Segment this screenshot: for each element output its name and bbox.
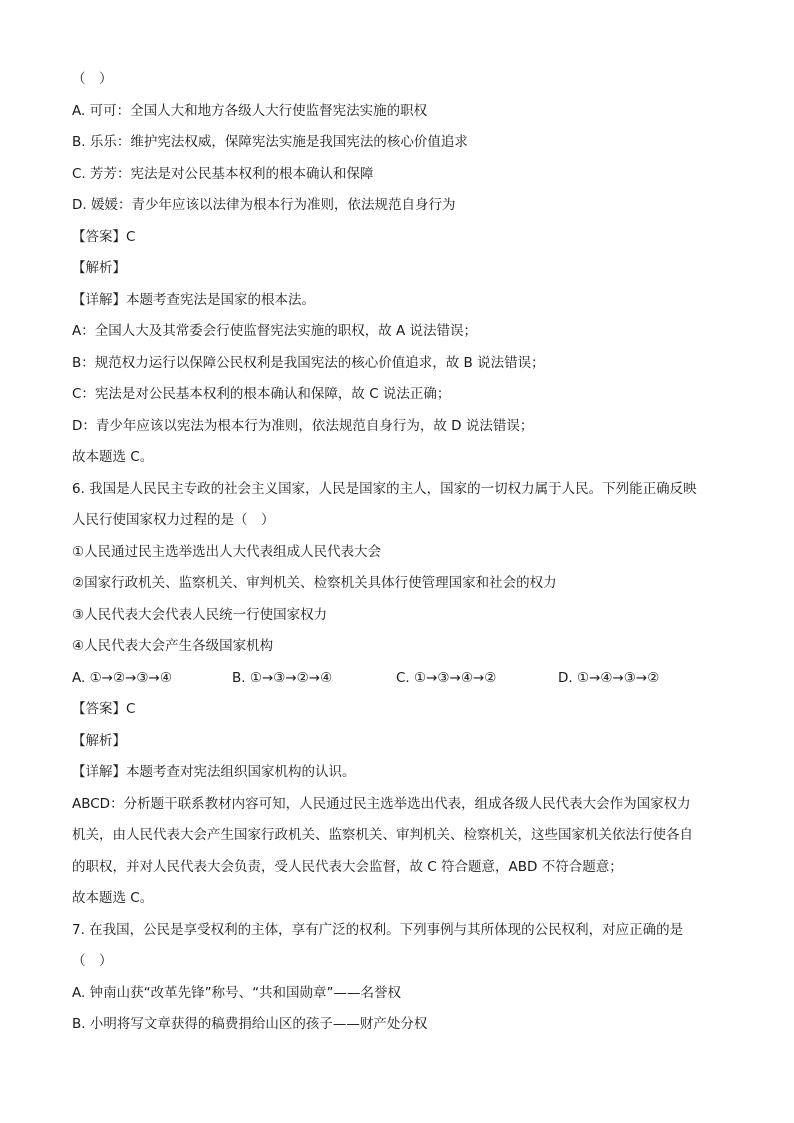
q7-option-a: A. 钟南山获“改革先锋”称号、“共和国勋章”——名誉权 — [72, 984, 402, 1001]
q6-item-2: ②国家行政机关、监察机关、审判机关、检察机关具体行使管理国家和社会的权力 — [72, 575, 557, 591]
q6-option-a: A. ①→②→③→④ — [72, 669, 172, 686]
q5-detail-c: C：宪法是对公民基本权利的根本确认和保障，故 C 说法正确； — [72, 386, 451, 402]
q5-option-a: A. 可可：全国人大和地方各级人大行使监督宪法实施的职权 — [72, 102, 428, 119]
q6-detail-intro: 【详解】本题考查对宪法组织国家机构的认识。 — [72, 764, 356, 780]
q6-analysis-heading: 【解析】 — [72, 732, 126, 749]
q5-option-b: B. 乐乐：维护宪法权威，保障宪法实施是我国宪法的核心价值追求 — [72, 134, 468, 150]
q6-detail-line-2: 机关，由人民代表大会产生国家行政机关、监察机关、审判机关、检察机关，这些国家机关依法行使各自 — [72, 827, 693, 843]
q6-option-b: B. ①→③→②→④ — [232, 669, 333, 686]
q7-option-b: B. 小明将写文章获得的稿费捐给山区的孩子——财产处分权 — [72, 1016, 428, 1032]
q6-option-d: D. ①→④→③→② — [558, 669, 660, 686]
document-page — [72, 64, 732, 1041]
q7-blank-parens: （ ） — [72, 953, 113, 969]
q5-blank-parens: （ ） — [72, 71, 113, 87]
q5-option-d: D. 媛媛：青少年应该以法律为根本行为准则，依法规范自身行为 — [72, 197, 456, 213]
q5-analysis-heading: 【解析】 — [72, 260, 126, 276]
q6-item-4: ④人民代表大会产生各级国家机构 — [72, 638, 274, 654]
q6-stem-line-1: 6. 我国是人民民主专政的社会主义国家，人民是国家的主人，国家的一切权力属于人民。下列能正确反映 — [72, 480, 697, 497]
q6-stem-line-2: 人民行使国家权力过程的是（ ） — [72, 512, 275, 528]
q5-conclusion: 故本题选 C。 — [72, 449, 154, 465]
q5-option-c: C. 芳芳：宪法是对公民基本权利的根本确认和保障 — [72, 165, 374, 182]
q5-detail-intro: 【详解】本题考查宪法是国家的根本法。 — [72, 291, 315, 308]
q5-answer: 【答案】C — [72, 228, 136, 245]
q5-detail-b: B：规范权力运行以保障公民权利是我国宪法的核心价值追求，故 B 说法错误； — [72, 354, 545, 371]
q5-detail-d: D：青少年应该以宪法为根本行为准则，依法规范自身行为，故 D 说法错误； — [72, 417, 534, 434]
q6-options-row — [72, 663, 732, 695]
q6-detail-line-3: 的职权，并对人民代表大会负责，受人民代表大会监督，故 C 符合题意，ABD 不符合题意； — [72, 858, 623, 875]
q6-item-1: ①人民通过民主选举选出人大代表组成人民代表大会 — [72, 543, 382, 560]
q5-detail-a: A：全国人大及其常委会行使监督宪法实施的职权，故 A 说法错误； — [72, 323, 478, 339]
q6-option-c: C. ①→③→④→② — [396, 669, 497, 686]
q6-item-3: ③人民代表大会代表人民统一行使国家权力 — [72, 606, 328, 623]
q6-conclusion: 故本题选 C。 — [72, 890, 154, 906]
q6-answer: 【答案】C — [72, 701, 136, 717]
q7-stem-line-1: 7. 在我国，公民是享受权利的主体，享有广泛的权利。下列事例与其所体现的公民权利，对应正确的是 — [72, 921, 684, 938]
q6-detail-line-1: ABCD：分析题干联系教材内容可知，人民通过民主选举选出代表，组成各级人民代表大会作为国家权力 — [72, 795, 691, 812]
